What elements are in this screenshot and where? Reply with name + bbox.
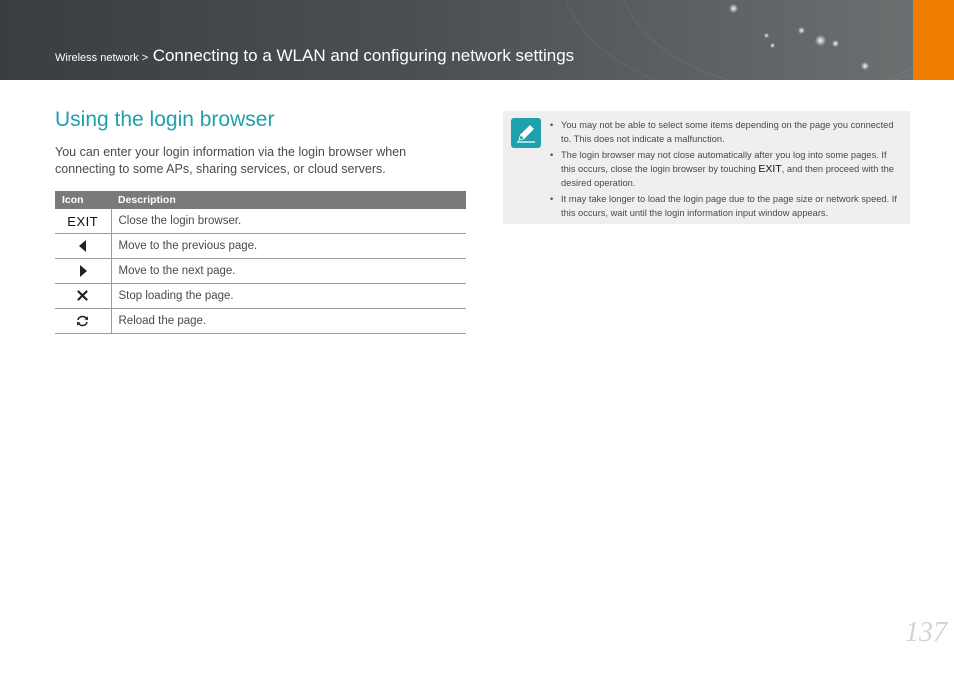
breadcrumb-current: Connecting to a WLAN and configuring network settings [152, 46, 575, 65]
note-box [503, 111, 910, 224]
page-number: 137 [905, 617, 947, 648]
note-item-text: The login browser may not close automatically after you log into some pages. If this occurs, close the login browser by touching [561, 150, 887, 174]
header-sparkle [770, 43, 775, 48]
note-item [549, 148, 899, 190]
header-sparkle [798, 27, 805, 34]
icon-table [55, 191, 466, 334]
table-header-description: Description [111, 191, 466, 209]
reload-icon [76, 315, 89, 327]
header-sparkle [861, 62, 869, 70]
breadcrumb-parent[interactable]: Wireless network > [55, 52, 149, 64]
triangle-right-icon [78, 265, 88, 277]
close-x-icon [77, 290, 88, 301]
table-header-row [55, 191, 466, 209]
description-cell: Reload the page. [111, 309, 466, 334]
description-cell: Move to the previous page. [111, 234, 466, 259]
icon-cell [55, 259, 111, 284]
description-cell: Close the login browser. [111, 209, 466, 234]
icon-cell [55, 209, 111, 234]
table-row [55, 259, 466, 284]
icon-cell [55, 284, 111, 309]
breadcrumb [55, 46, 574, 66]
description-cell: Stop loading the page. [111, 284, 466, 309]
exit-icon: EXIT [758, 163, 782, 175]
table-row [55, 209, 466, 234]
note-item-text: You may not be able to select some items depending on the page you connected to. This does not indicate a malfunction. [561, 120, 894, 144]
page-header [0, 0, 913, 80]
note-item-text: , and then proceed with the desired operation. [561, 164, 894, 188]
icon-cell [55, 234, 111, 259]
header-sparkle [832, 40, 839, 47]
header-sparkle [764, 33, 769, 38]
header-sparkle [815, 35, 826, 46]
table-row [55, 234, 466, 259]
pencil-note-icon [511, 118, 541, 148]
note-list [549, 118, 899, 222]
chapter-tab [913, 0, 954, 80]
note-item-text: It may take longer to load the login page due to the page size or network speed. If this occurs, wait until the login information input window appears. [561, 194, 897, 218]
description-cell: Move to the next page. [111, 259, 466, 284]
table-row [55, 309, 466, 334]
table-row [55, 284, 466, 309]
note-item [549, 192, 899, 220]
header-sparkle [729, 4, 738, 13]
section-title: Using the login browser [55, 108, 275, 131]
table-header-icon: Icon [55, 191, 111, 209]
triangle-left-icon [78, 240, 88, 252]
icon-cell [55, 309, 111, 334]
note-item [549, 118, 899, 146]
exit-icon: EXIT [67, 213, 99, 229]
intro-paragraph: You can enter your login information via the login browser when connecting to some APs, sharing services, or cloud servers. [55, 145, 407, 176]
